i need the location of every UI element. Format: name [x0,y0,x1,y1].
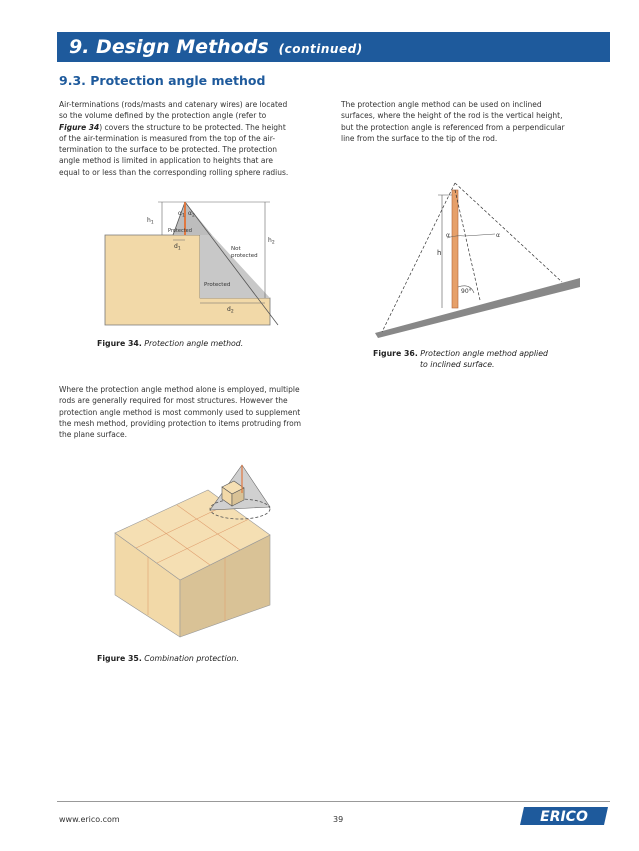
figure-35-caption: Figure 35. Combination protection. [97,654,239,663]
paragraph-line: equal to or less than the corresponding rolling sphere radius. [59,167,289,177]
header-subtitle: (continued) [278,42,363,56]
air-termination-rod [452,190,458,308]
figure-35-diagram [110,455,300,645]
footer-url[interactable]: www.erico.com [59,815,120,824]
logo-text: ERICO [540,809,588,825]
paragraph-line: line from the surface to the tip of the rod. [341,133,498,143]
label-h1: $h_1$ [147,217,154,226]
figure-36-caption: Figure 36. Protection angle method applied [373,349,548,358]
inclined-surface [375,278,580,338]
label-not-protected: protected [231,253,258,259]
paragraph-line: angle method is limited in application to heights that are [59,156,274,166]
figure-34-caption: Figure 34. Protection angle method. [97,339,244,348]
paragraph-line: rods are generally required for most structures. However the [59,396,288,406]
label-alpha-right: α [496,232,500,239]
multiple-rods-paragraph [59,384,334,440]
figure-36-diagram [370,175,585,340]
angle-arc-right [465,234,495,236]
label-h2: $h_2$ [268,237,275,246]
header-bar [57,32,610,62]
paragraph-line: of the air-termination is measured from the top of the air- [59,133,276,143]
label-alpha2: $\alpha_2$ [188,210,195,219]
label-90-degrees: 90° [461,288,472,295]
label-protected-lower: Protected [204,282,231,288]
label-d1: $d_1$ [174,243,181,252]
paragraph-line: but the protection angle is referenced from a perpendicular [341,122,565,132]
protected-zone-lower [200,235,270,298]
paragraph-line [59,122,329,133]
paragraph-line: the plane surface. [59,430,127,440]
paragraph-line: termination to the surface to be protected. The protection [59,145,278,155]
perpendicular-line [455,190,480,300]
figure-36-caption-line2: to inclined surface. [420,360,495,369]
cone-line-left [382,183,455,332]
paragraph-line: the mesh method, providing protection to items protruding from [59,418,302,428]
page-number: 39 [333,815,344,824]
paragraph-text: ) covers the structure to be protected. The height [99,122,286,132]
paragraph-line: Where the protection angle method alone is employed, multiple [59,385,300,394]
section-title: 9.3. Protection angle method [59,73,266,88]
paragraph-line: Air-terminations (rods/masts and catenary wires) are located [59,100,288,109]
intro-paragraph [59,99,329,178]
paragraph-line: The protection angle method can be used on inclined [341,100,542,109]
figure-reference: Figure 34 [59,122,100,132]
paragraph-line: surfaces, where the height of the rod is the vertical height, [341,111,563,121]
label-not: Not [231,246,241,252]
paragraph-line: so the volume defined by the protection angle (refer to [59,111,267,121]
page-header-title [69,36,363,58]
inclined-paragraph [341,99,601,144]
paragraph-line: protection angle method is most commonly used to supplement [59,407,301,417]
footer-divider [57,801,610,802]
label-d2: $d_2$ [227,306,234,315]
header-title: 9. Design Methods [69,36,269,58]
erico-logo [518,805,610,827]
label-alpha-left: α [446,232,450,239]
figure-34-diagram [100,190,300,330]
label-alpha1: $\alpha_1$ [178,210,185,219]
label-protected-top: Protected [168,228,192,234]
label-h: h [437,249,442,257]
cone-line-right [455,183,562,282]
